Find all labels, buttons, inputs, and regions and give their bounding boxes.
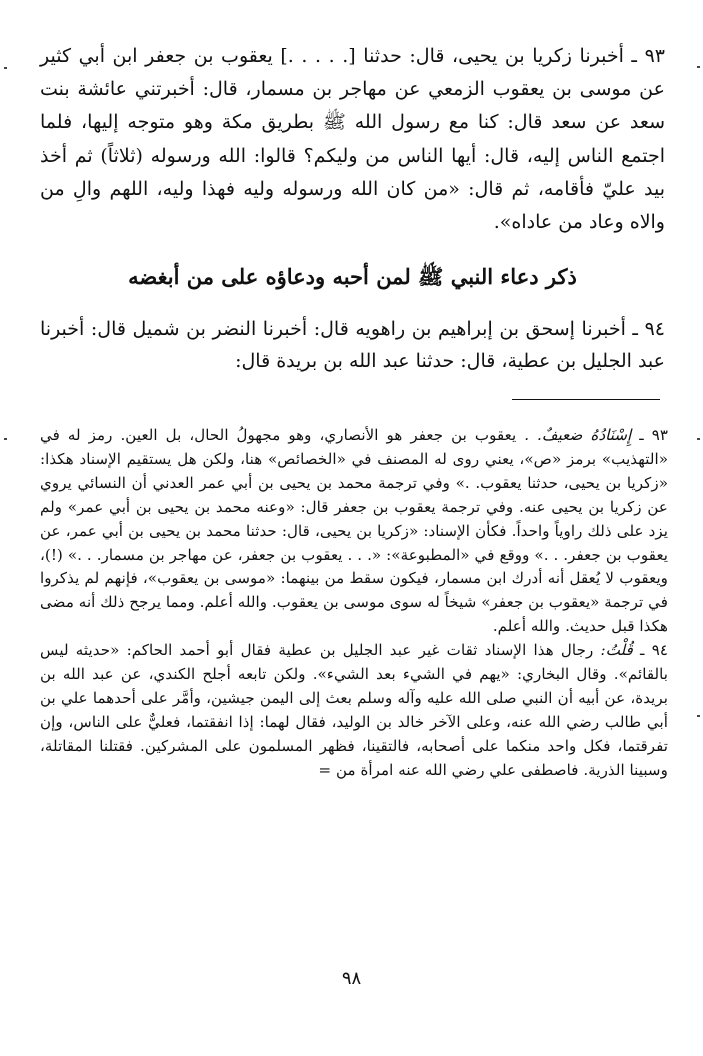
hadith-93-paragraph: ٩٣ ـ أخبرنا زكريا بن يحيى، قال: حدثنا [. . . . .] يعقوب بن جعفر ابن أبي كثير عن موسى بن يعقوب الزمعي عن مهاجر بن مسمار، قال: أخبرتني عائشة بنت سعد عن سعد قال: كنا مع رسول الله ﷺ بطريق مكة وهو متوجه إليها، فلما اجتمع الناس إليه، قال: أيها الناس من وليكم؟ قالوا: الله ورسوله (ثلاثاً) ثم أخذ بيد عليّ فأقامه، ثم قال: «من كان الله ورسوله وليه فهذا وليه، اللهم والِ من والاه وعاد من عاداه».: [40, 45, 665, 234]
main-text-block: [40, 40, 665, 239]
hadith-94-paragraph: ٩٤ ـ أخبرنا إسحق بن إبراهيم بن راهويه قال: أخبرنا النضر بن شميل قال: أخبرنا عبد الجليل بن عطية، قال: حدثنا عبد الله بن بريدة قال:: [40, 318, 665, 372]
scan-edge-mark: [697, 66, 700, 68]
scan-edge-mark: [697, 715, 700, 717]
footnote-94: [40, 639, 668, 782]
footnote-94-lead: قُلْتُ:: [600, 641, 633, 660]
section-heading: ذكر دعاء النبي ﷺ لمن أحبه ودعاؤه على من أبغضه: [128, 264, 577, 289]
footnote-divider: [512, 399, 660, 400]
scan-edge-mark: [4, 67, 7, 69]
footnote-93: [40, 424, 668, 639]
footnote-93-lead: إِسْنَادُهُ ضعيفٌ. .: [524, 426, 632, 444]
footnotes-block: [40, 424, 668, 783]
page-number: ٩٨: [341, 968, 362, 989]
main-text-block-2: [40, 313, 665, 377]
footnote-93-number: ٩٣ ـ: [639, 426, 669, 444]
footnote-93-text: يعقوب بن جعفر هو الأنصاري، وهو مجهولُ الحال، بل العين. رمز له في «التهذيب» برمز «ص»، يعني روى له المصنف في «الخصائص» هنا، ولكن هل يستقيم الإسناد هكذا: «زكريا بن يحيى، حدثنا يعقوب. .» وفي ترجمة محمد بن يحيى بن أبي عمر العدني أن النسائي يروي عن زكريا بن يحيى عنه. وفي ترجمة يعقوب بن جعفر قال: «وعنه محمد بن يحيى بن أبي عمر» ولم يزد على ذلك راوياً واحداً. فكأن الإسناد: «زكريا بن يحيى، قال: حدثنا محمد بن يحيى بن أبي عمر، عن يعقوب بن جعفر. . .» ووقع في «المطبوعة»: «. . . يعقوب بن جعفر، عن مهاجر بن مسمار. . .» (!)، ويعقوب لا يُعقل أنه أدرك ابن مسمار، فيكون سقط من بينهما: «موسى بن يعقوب»، فإنهم لم يذكروا في ترجمة «يعقوب بن جعفر» شيخاً له سوى موسى بن يعقوب. والله أعلم. ومما يرجح ذلك أنه مضى هكذا قبل حديث. والله أعلم.: [40, 426, 668, 636]
footnote-94-number: ٩٤ ـ: [640, 641, 669, 660]
scan-edge-mark: [697, 438, 700, 440]
scan-edge-mark: [4, 438, 7, 440]
footnote-94-text: رجال هذا الإسناد ثقات غير عبد الجليل بن عطية فقال أبو أحمد الحاكم: «حديثه ليس بالقائم». وقال البخاري: «يهم في الشيء بعد الشيء». ولكن تابعه أجلح الكندي، عن عبد الله بن بريدة، عن أبيه أن النبي صلى الله عليه وآله وسلم بعث إلى اليمن جيشين، وأمَّر على أحدهما علي بن أبي طالب رضي الله عنه، وعلى الآخر خالد بن الوليد، فقال لهما: إذا انفقتما، فعليٌّ على الناس، وإن تفرقتما، فكل واحد منكما على أصحابه، فالتقينا، فظهر المسلمون على المشركين. فقتلنا المقاتلة، وسبينا الذرية. فاصطفى علي رضي الله عنه امرأة من =: [40, 641, 668, 779]
